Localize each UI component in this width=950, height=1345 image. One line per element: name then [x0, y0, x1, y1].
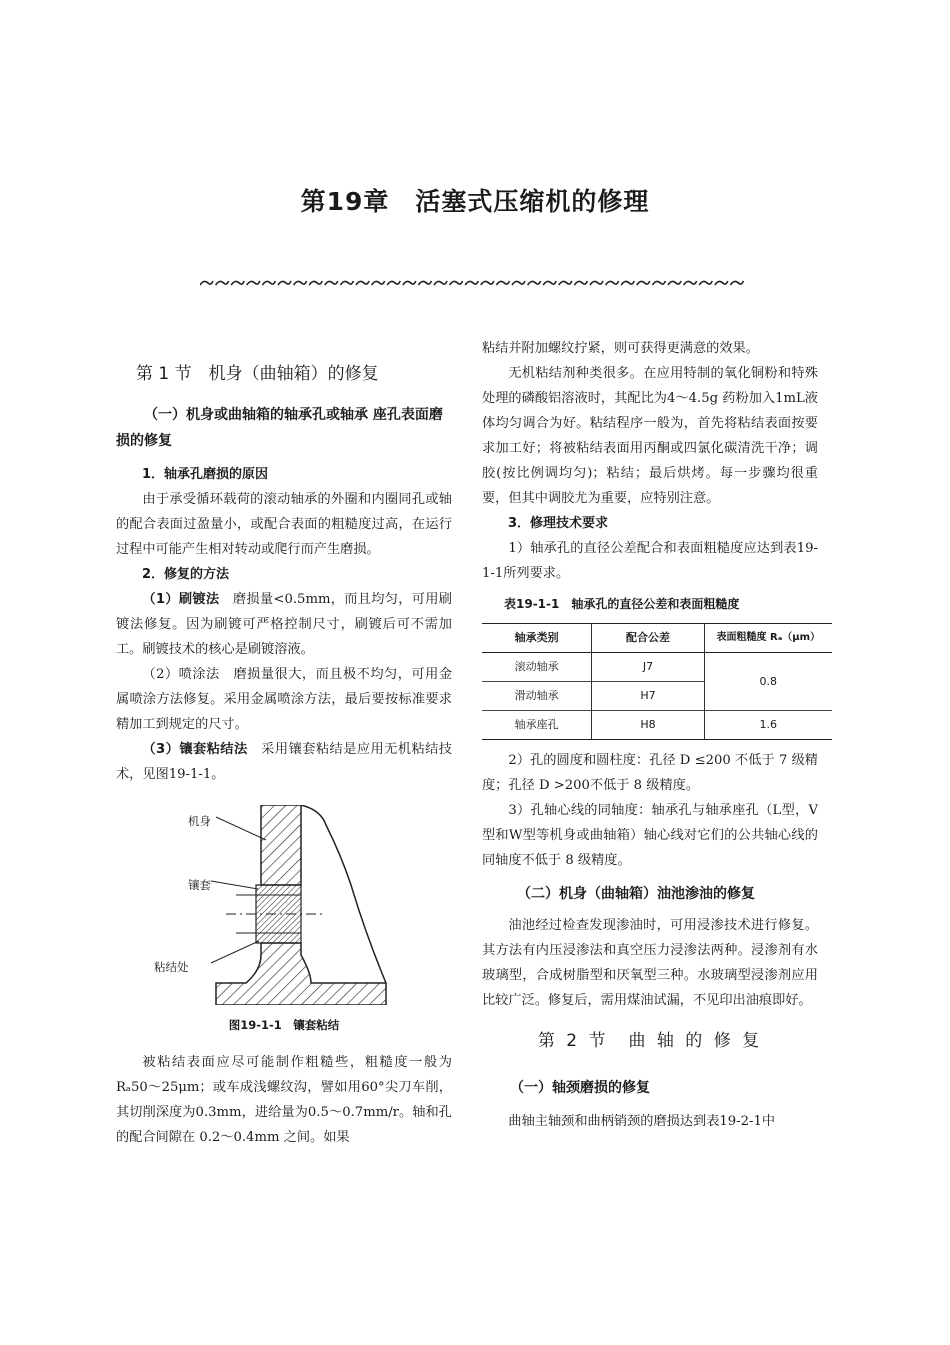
ornament-mark — [528, 281, 541, 285]
ornament-mark — [434, 281, 447, 285]
method-2-title: （2）喷涂法 — [142, 667, 220, 682]
table-header-cell: 配合公差 — [592, 624, 704, 653]
ornament-mark — [418, 281, 431, 285]
ornament-mark — [652, 281, 665, 285]
table-header-row — [482, 624, 832, 653]
ornament-mark — [543, 281, 556, 285]
table-row — [482, 653, 832, 682]
ornament-mark — [231, 281, 244, 285]
figure-label-sleeve: 镶套 — [188, 878, 211, 892]
figure-caption: 图19-1-1 镶套粘结 — [228, 1018, 340, 1032]
method-3-title: （3）镶套粘结法 — [142, 742, 248, 757]
paragraph-after-figure: 被粘结表面应尽可能制作粗糙些，粗糙度一般为 Rₐ50～25μm；或车成浅螺纹沟，譬如用60°尖刀车削，其切削深度为0.3mm，进给量为0.5～0.7mm/r。轴和孔的配合间隙在 0.2～0.4mm 之间。如果 — [116, 1055, 452, 1145]
table-cell: 1.6 — [704, 711, 832, 740]
ornament-mark — [730, 281, 743, 285]
paragraph-cause: 由于承受循环载荷的滚动轴承的外圈和内圈同孔或轴的配合表面过盈量小，或配合表面的粗糙度过高，在运行过程中可能产生相对转动或爬行而产生磨损。 — [116, 492, 452, 557]
ornament-mark — [496, 281, 509, 285]
paragraph-tech-1: 1）轴承孔的直径公差配合和表面粗糙度应达到表19-1-1所列要求。 — [482, 541, 818, 581]
heading-tech: 3．修理技术要求 — [508, 516, 609, 531]
method-3-text: 采用镶套粘结是应用无机粘结技术，见图19-1-1。 — [116, 742, 452, 782]
table-cell: 滑动轴承 — [514, 689, 559, 702]
left-column — [116, 338, 452, 1150]
ornament-mark — [325, 281, 338, 285]
ornament-mark — [200, 281, 213, 285]
ornament-mark — [450, 281, 463, 285]
table-cell: H8 — [592, 711, 704, 740]
subsection-1-title: （一）机身或曲轴箱的轴承孔或轴承 座孔表面磨损的修复 — [116, 407, 443, 449]
table-cell: 0.8 — [704, 653, 832, 711]
table-cell: J7 — [592, 653, 704, 682]
table-header-cell: 表面粗糙度 Rₐ（μm） — [704, 624, 832, 653]
right-column — [482, 336, 821, 1134]
table-row — [482, 711, 832, 740]
ornament-mark — [340, 281, 353, 285]
table-cell: 轴承座孔 — [514, 718, 559, 731]
heading-method: 2．修复的方法 — [142, 567, 230, 582]
ornament-mark — [356, 281, 369, 285]
ornament-mark — [668, 281, 681, 285]
ornament-mark — [590, 281, 603, 285]
figure-label-body: 机身 — [188, 814, 211, 828]
ornament-mark — [637, 281, 650, 285]
table-cell: H7 — [592, 682, 704, 711]
ornament-mark — [715, 281, 728, 285]
paragraph-last: 曲轴主轴颈和曲柄销颈的磨损达到表19-2-1中 — [508, 1114, 776, 1129]
ornament-mark — [621, 281, 634, 285]
ornament-mark — [216, 281, 229, 285]
paragraph-continued: 粘结并附加螺纹拧紧，则可获得更满意的效果。 — [482, 341, 759, 356]
table-cell: 滚动轴承 — [514, 660, 559, 673]
heading-cause: 1．轴承孔磨损的原因 — [142, 467, 269, 482]
ornament-mark — [684, 281, 697, 285]
ornament-mark — [294, 281, 307, 285]
method-1-text: 磨损量<0.5mm，而且均匀，可用刷镀法修复。因为刷镀可严格控制尺寸，刷镀后可不需加工。刷镀技术的核心是刷镀溶液。 — [116, 592, 452, 657]
paragraph-method-2 — [116, 662, 452, 737]
spec-table — [482, 623, 832, 740]
ornament-divider — [200, 278, 746, 288]
chapter-title: 第19章 活塞式压缩机的修理 — [300, 187, 650, 216]
subsection-3-title: （一）轴颈磨损的修复 — [510, 1080, 650, 1096]
ornament-mark — [387, 281, 400, 285]
paragraph-method-3 — [116, 737, 452, 787]
section-2-title: 第 2 节 曲 轴 的 修 复 — [537, 1031, 763, 1051]
ornament-mark — [606, 281, 619, 285]
method-1-title: （1）刷镀法 — [142, 592, 220, 607]
ornament-mark — [372, 281, 385, 285]
ornament-mark — [559, 281, 572, 285]
paragraph-oil: 油池经过检查发现渗油时，可用浸渗技术进行修复。其方法有内压浸渗法和真空压力浸渗法两种。浸渗剂有水玻璃型，合成树脂型和厌氧型三种。水玻璃型浸渗剂应用比较广泛。修复后，需用煤油试漏，不见印出油痕即好。 — [482, 918, 818, 1008]
ornament-mark — [574, 281, 587, 285]
figure-label-bond: 粘结处 — [154, 960, 189, 974]
paragraph-tech-3: 3）孔轴心线的同轴度：轴承孔与轴承座孔（L型，V型和W型等机身或曲轴箱）轴心线对它们的公共轴心线的同轴度不低于 8 级精度。 — [482, 803, 818, 868]
subsection-2-title: （二）机身（曲轴箱）油池渗油的修复 — [517, 886, 755, 902]
paragraph-method-1 — [116, 587, 452, 662]
ornament-mark — [278, 281, 291, 285]
table-caption: 表19-1-1 轴承孔的直径公差和表面粗糙度 — [504, 597, 740, 611]
paragraph-glue: 无机粘结剂种类很多。在应用特制的氧化铜粉和特殊处理的磷酸铝溶液时，其配比为4～4.5g 药粉加入1mL液体均匀调合为好。粘结程序一般为，首先将粘结表面按要求加工好；将被粘结表面用丙酮或四氯化碳清洗干净；调胶(按比例调均匀)；粘结；最后烘烤。每一步骤均很重要，但其中调胶尤为重要，应特别注意。 — [482, 366, 818, 506]
figure-sleeve-bonding — [116, 805, 452, 1005]
ornament-mark — [512, 281, 525, 285]
ornament-mark — [403, 281, 416, 285]
paragraph-tech-2: 2）孔的圆度和圆柱度：孔径 D ≤200 不低于 7 级精度；孔径 D >200不低于 8 级精度。 — [482, 753, 818, 793]
ornament-mark — [481, 281, 494, 285]
ornament-mark — [262, 281, 275, 285]
section-1-title: 第 1 节 机身（曲轴箱）的修复 — [136, 364, 379, 384]
ornament-mark — [699, 281, 712, 285]
ornament-mark — [247, 281, 260, 285]
ornament-mark — [309, 281, 322, 285]
method-2-text: 磨损量很大，而且极不均匀，可用金属喷涂方法修复。采用金属喷涂方法，最后要按标准要求精加工到规定的尺寸。 — [116, 667, 453, 732]
table-header-cell: 轴承类别 — [514, 631, 559, 644]
ornament-mark — [465, 281, 478, 285]
